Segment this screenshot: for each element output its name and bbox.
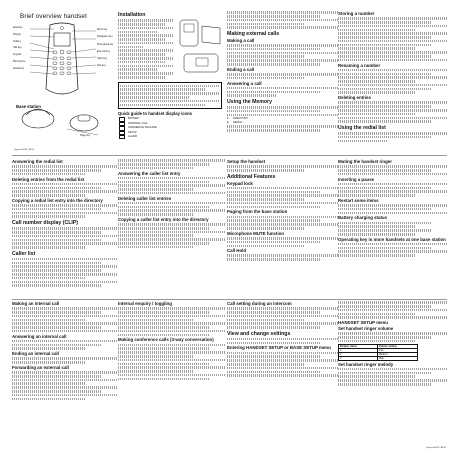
label-microphone: Microphone (13, 59, 26, 63)
additional-heading: Additional Features (227, 173, 276, 180)
page-footer: Gigaset A120 / A220 (426, 447, 446, 449)
label-talk-key: Talk key (13, 46, 22, 50)
answering-a-call-heading: Answering a call (227, 80, 262, 86)
restart-heading: Restart some items (338, 197, 379, 203)
deleting-heading: Deleting entries (338, 95, 371, 101)
label-navigation-key: Navigation key (97, 35, 113, 39)
making-a-call-heading: Making a call (227, 37, 255, 43)
forwarding-heading: Forwarding an external call (12, 364, 69, 370)
overview-panel (12, 10, 118, 152)
deleting-redial-heading: Deleting entries from the redial list (12, 176, 85, 182)
table-cell: Medium (377, 352, 417, 356)
quick-guide-title: Quick guide to handset display icons (118, 111, 192, 117)
label-display: Display (13, 32, 21, 36)
ending-a-call-heading: Ending a call (227, 66, 255, 72)
label-keypad: Keypad (13, 53, 22, 57)
internal-enquiry-heading: Internal enquiry / toggling (118, 301, 172, 306)
installation-title: Installation (118, 12, 146, 18)
answering-internal-heading: Answering an internal call (12, 333, 67, 339)
memory-item-redial: REDIAL (233, 120, 243, 124)
icon-setup-label: SETUP (128, 130, 137, 134)
label-earpiece: Earpiece (13, 26, 23, 29)
paging-heading: Paging from the base station (227, 209, 288, 215)
renaming-heading: Renaming a number (338, 62, 381, 68)
memory-title: Using the Memory (227, 98, 272, 105)
installation-panel (118, 10, 226, 152)
icon-answering-label: ANSWERING MACHINE (128, 126, 157, 130)
label-menu-key: Menu key (97, 28, 108, 31)
making-calls-panel: Making external calls Making a call Ending a call Answering a call Using the Memory 1 DIRECTORY 2 REDIAL (227, 10, 338, 152)
features-panel (338, 158, 448, 298)
label-hash-key: Hash key (97, 57, 107, 61)
setup-heading: Setup the handset (227, 159, 266, 164)
caller-list-heading: Caller list (12, 250, 36, 257)
table-row (339, 356, 418, 360)
base-station-label: Base station (16, 104, 41, 109)
making-calls-title: Making external calls (227, 30, 280, 37)
deleting-caller-heading: Deleting caller list entries (118, 195, 172, 201)
volume-table (338, 344, 418, 361)
range-heading: Operating key in more handsets at one base station (338, 236, 446, 242)
call-setting-heading: Call setting during an intercom (227, 301, 292, 306)
storing-title: Storing a number (338, 11, 375, 16)
overview-title: Brief overview handset (20, 13, 87, 20)
answering-redial-heading: Answering the redial list (12, 159, 63, 164)
settings-panel (227, 300, 338, 450)
clip-heading: Call number display (CLIP) (12, 219, 79, 226)
battery-heading: Battery charging status (338, 215, 388, 221)
redial-title: Using the redial list (338, 124, 386, 131)
copying-caller-heading: Copying a caller list entry into the directory (118, 216, 209, 222)
table-cell: 2 (339, 352, 378, 356)
table-cell: Low (377, 348, 417, 352)
conference-heading: Making conference calls (3-way conversation) (118, 337, 214, 343)
handset-setup-heading: HANDSET SETUP menu (338, 320, 388, 326)
ringer-melody-heading: Set handset ringer melody (338, 361, 394, 367)
icon-internal-label: INTERNAL CALL (128, 121, 148, 125)
mute-heading: Microphone MUTE function (227, 230, 285, 236)
call-hold-heading: Call Hold (227, 248, 247, 254)
label-star-key: Star key (97, 64, 106, 68)
ringer-volume-heading: Set handset ringer volume (338, 326, 394, 332)
table-cell: 3 (339, 356, 378, 360)
entering-setup-heading: Entering HANDSET SETUP or BASE SETUP menu (227, 345, 331, 351)
overview-footer-left: Gigaset A120 / A220 (14, 149, 34, 151)
enquiry-panel (118, 300, 226, 450)
keypad-lock-heading: Keypad lock (227, 180, 253, 186)
additional-panel (227, 158, 338, 298)
label-end-call-key: End call key (97, 49, 110, 53)
answering-caller-heading: Answering the caller list entry (118, 170, 181, 176)
caller-list-panel (118, 158, 226, 298)
label-phonebook-key: Phonebook key (97, 42, 114, 46)
table-header-status: Display status (339, 344, 378, 348)
table-header-volume: Volume setting (377, 344, 417, 348)
alarm-icon (119, 135, 125, 139)
storing-panel (338, 10, 448, 152)
pause-heading: Inserting a pause (338, 176, 375, 182)
icon-alarm-label: ALARM (128, 134, 137, 138)
ending-internal-heading: Ending an internal call (12, 351, 59, 357)
table-cell: High (377, 356, 417, 360)
label-recall-key: Recall key (13, 66, 25, 70)
memory-item-directory: DIRECTORY (233, 117, 249, 121)
redial-panel (12, 158, 118, 298)
muting-ringer-heading: Muting the handset ringer (338, 159, 392, 164)
icon-battery-label: BATTERY (128, 117, 140, 121)
handset-setup-panel (338, 300, 448, 450)
installation-illustration (176, 16, 224, 78)
internal-call-panel (12, 300, 118, 450)
overview-page-key: Page key (80, 134, 90, 137)
answering-machine-icon (119, 126, 125, 130)
label-softkey: Softkey (13, 39, 21, 43)
copying-redial-heading: Copying a redial list entry into the directory (12, 197, 103, 203)
table-cell: 1 (339, 348, 378, 352)
making-internal-heading: Making an internal call (12, 301, 60, 306)
view-settings-heading: View and change settings (227, 330, 291, 337)
